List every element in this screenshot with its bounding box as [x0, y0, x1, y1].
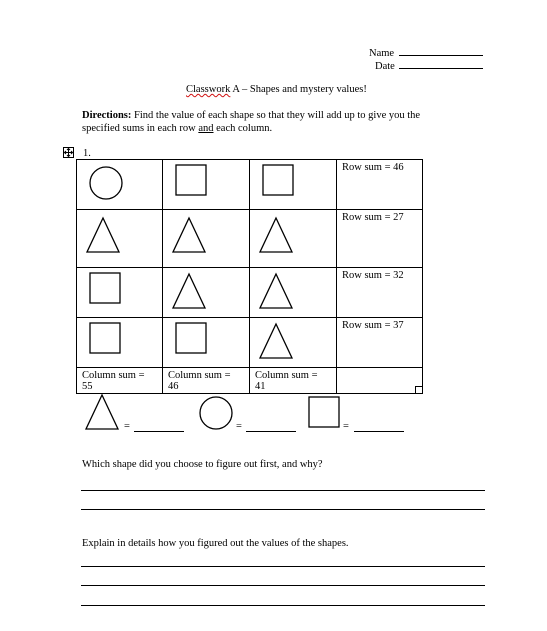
grid-cell	[163, 160, 250, 210]
directions	[82, 109, 482, 135]
triangle-icon	[169, 215, 209, 255]
circle-icon	[196, 393, 236, 433]
circle-icon	[86, 163, 126, 203]
question-1: Which shape did you choose to figure out first, and why?	[82, 459, 323, 470]
column-sum-label	[82, 370, 145, 392]
circle-value-blank[interactable]	[246, 431, 296, 432]
q2-answer-line-1[interactable]	[81, 566, 485, 567]
question-2: Explain in details how you figured out the values of the shapes.	[82, 538, 349, 549]
grid-cell	[163, 318, 250, 368]
grid-cell	[250, 268, 337, 318]
column-sum-label	[168, 370, 231, 392]
empty-corner-cell	[337, 368, 423, 394]
triangle-icon	[82, 392, 122, 432]
grid-row	[77, 318, 423, 368]
column-sum-cell	[250, 368, 337, 394]
directions-text-1: Find the value of each shape so that they will add up to give you the	[131, 110, 421, 121]
name-field	[369, 45, 483, 59]
table-resize-handle[interactable]	[415, 386, 423, 394]
square-icon	[171, 160, 211, 200]
grid-cell	[250, 210, 337, 268]
date-label: Date	[375, 61, 395, 72]
square-icon	[171, 318, 211, 358]
grid-cell	[250, 160, 337, 210]
q1-answer-line-1[interactable]	[81, 490, 485, 491]
title-rest: A – Shapes and mystery values!	[230, 84, 367, 95]
grid-cell	[163, 268, 250, 318]
date-blank[interactable]	[399, 58, 483, 69]
grid-cell	[77, 210, 163, 268]
row-sum-label: Row sum = 27	[342, 212, 404, 223]
directions-text-2c: each column.	[213, 123, 273, 134]
square-icon	[85, 268, 125, 308]
date-field	[375, 58, 483, 72]
column-sum-text: Column sum =	[168, 370, 231, 381]
square-icon	[85, 318, 125, 358]
column-sum-text: Column sum =	[255, 370, 318, 381]
grid-cell	[77, 160, 163, 210]
column-sum-text: Column sum =	[82, 370, 145, 381]
triangle-icon	[256, 271, 296, 311]
move-cross-icon[interactable]	[63, 147, 74, 158]
page-title	[186, 84, 367, 95]
square-value-blank[interactable]	[354, 431, 404, 432]
directions-line-2	[82, 122, 482, 135]
row-sum-label: Row sum = 46	[342, 162, 404, 173]
directions-label: Directions:	[82, 110, 132, 121]
column-sum-label	[255, 370, 318, 392]
row-sum-cell	[337, 268, 423, 318]
row-sum-cell	[337, 160, 423, 210]
row-sum-cell	[337, 318, 423, 368]
triangle-value-blank[interactable]	[134, 431, 184, 432]
grid-row	[77, 268, 423, 318]
column-sum-cell	[77, 368, 163, 394]
q2-answer-line-2[interactable]	[81, 585, 485, 586]
q2-answer-line-3[interactable]	[81, 605, 485, 606]
row-sum-label: Row sum = 32	[342, 270, 404, 281]
row-sum-label: Row sum = 37	[342, 320, 404, 331]
name-blank[interactable]	[399, 45, 483, 56]
column-sum-cell	[163, 368, 250, 394]
grid-row	[77, 160, 423, 210]
column-sum-value: 41	[255, 381, 266, 392]
directions-text-2a: specified sums in each row	[82, 123, 199, 134]
directions-emphasis-and: and	[198, 123, 214, 134]
triangle-icon	[256, 215, 296, 255]
equals-sign: =	[124, 421, 130, 432]
grid-cell	[250, 318, 337, 368]
triangle-icon	[256, 321, 296, 361]
square-icon	[258, 160, 298, 200]
grid-cell	[77, 318, 163, 368]
q1-answer-line-2[interactable]	[81, 509, 485, 510]
column-sum-value: 55	[82, 381, 93, 392]
column-sum-row	[77, 368, 423, 394]
grid-row	[77, 210, 423, 268]
grid-cell	[77, 268, 163, 318]
square-icon	[304, 392, 344, 432]
row-sum-cell	[337, 210, 423, 268]
shape-grid	[76, 159, 423, 394]
name-label: Name	[369, 48, 395, 59]
grid-cell	[163, 210, 250, 268]
triangle-icon	[83, 215, 123, 255]
title-word-classwork: Classwork	[186, 84, 231, 95]
triangle-icon	[169, 271, 209, 311]
column-sum-value: 46	[168, 381, 179, 392]
equals-sign: =	[343, 421, 349, 432]
directions-line-1	[82, 109, 482, 122]
equals-sign: =	[236, 421, 242, 432]
problem-number: 1.	[83, 148, 91, 159]
